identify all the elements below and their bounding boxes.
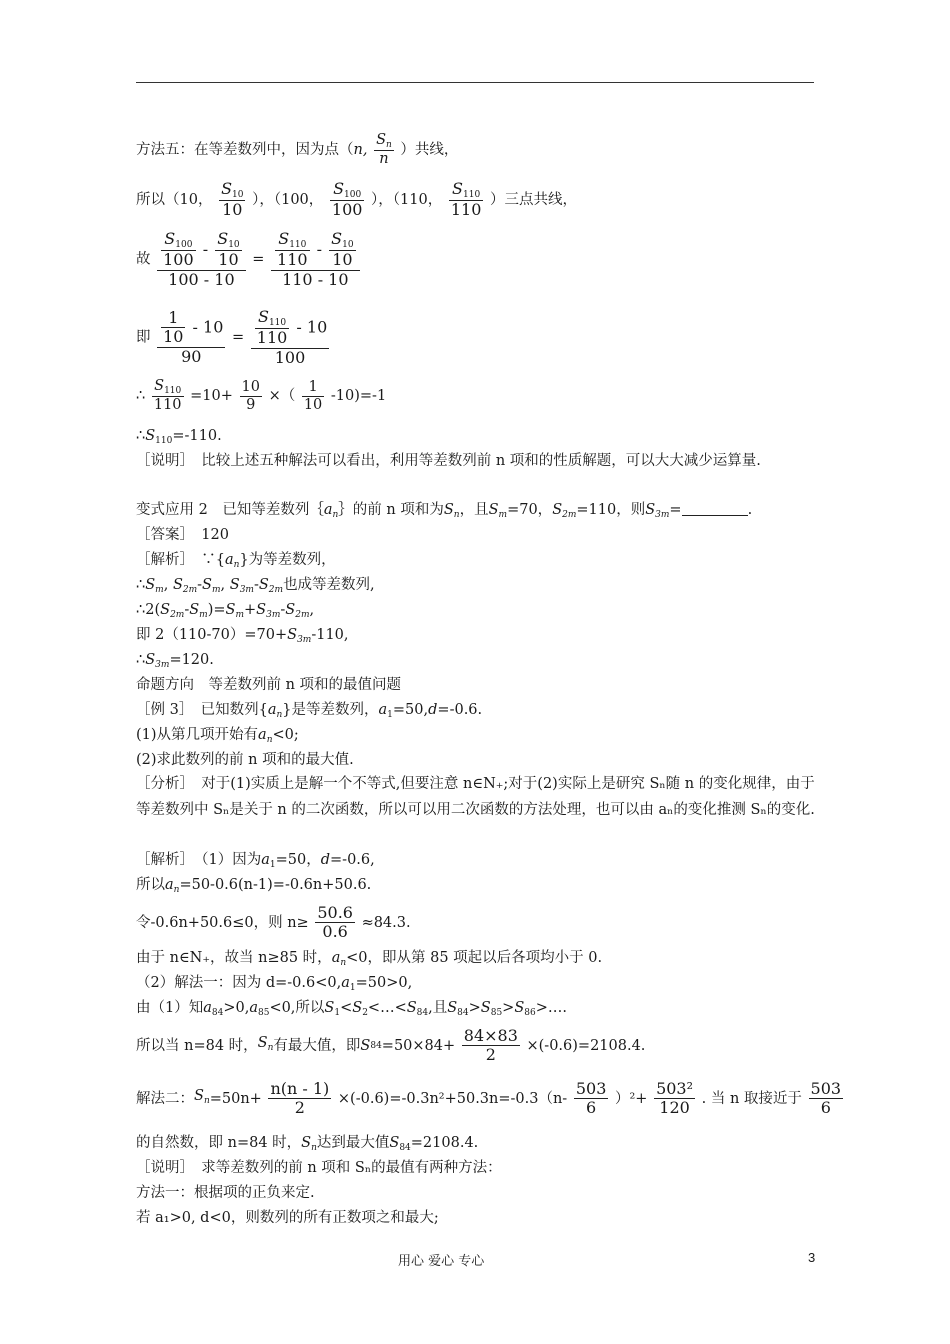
topic-heading: 命题方向 等差数列前 n 项和的最值问题 [136, 677, 402, 693]
note1: ［说明］ 比较上述五种解法可以看出，利用等差数列前 n 项和的性质解题，可以大大减少运算量. [136, 453, 761, 469]
example3-head: ［例 3］ 已知数列$\{a_n\}$是等差数列，$a_1=50,d=-0.6$. [136, 702, 483, 720]
last-line: 若 a₁>0, d<0，则数列的所有正数项之和最大; [136, 1210, 439, 1226]
analysis2: ［分析］ 对于(1)实质上是解一个不等式,但要注意 n∈N₊;对于(2)实际上是研究 Sₙ随 n 的变化规律，由于等差数列中 Sₙ是关于 n 的二次函数，所以可以用二次函数的方法处理，也可以由 aₙ的变化推测 Sₙ的变化. [136, 776, 815, 818]
analysis-line3: $\therefore 2(S_{2m}-S_m)=S_m+S_{3m}-S_{2m}$, [136, 602, 315, 620]
variant2: 变式应用 2 已知等差数列$\{a_n\}$的前 n 项和为$S_n$，且$S_m=70$，$S_{2m}=110$，则$S_{3m}=$ . [136, 502, 753, 520]
equation-gu: 故 $\frac{S_{100}}{100}$ - $\frac{S_{10}}{10}$ 100 - 10 = $\frac{S_{110}}{110}$ - $\frac{S_{10}}{10}$ 110 - 10 [136, 230, 362, 289]
page-number: 3 [808, 1250, 816, 1265]
example3-q2: (2)求此数列的前 n 项和的最大值. [136, 752, 354, 768]
analysis-line5: $\therefore S_{3m}=120$. [136, 652, 214, 670]
therefore-line2: $\therefore S_{110}=-110$. [136, 428, 222, 446]
solution-s3: 令-0.6n+50.6≤0，则 n≥ $\frac{50.6}{0.6}$ ≈84.3. [136, 903, 411, 942]
example3-q1: (1)从第几项开始有$a_n<0$; [136, 727, 299, 745]
solution-s5: （2）解法一：因为 $d=-0.6<0,a_1=50>0$, [136, 975, 413, 993]
complex-fraction-right: $\frac{S_{110}}{110}$ - $\frac{S_{10}}{10}$ 110 - 10 [271, 230, 360, 289]
solution-s1: ［解析］ （1）因为$a_1=50$，d=-0.6, [136, 852, 375, 870]
complex-fraction-left: $\frac{S_{100}}{100}$ - $\frac{S_{10}}{10}$ 100 - 10 [157, 230, 246, 289]
header-rule [136, 82, 814, 83]
method5-line2: 所以（10， $\frac{S_{10}}{10}$ ），（100， $\frac{S_{100}}{100}$ ），（110， $\frac{S_{110}}{110}$ ）三点共线， [136, 179, 577, 220]
analysis-line4: 即 $2(110-70)=70+S_{3m}-110$, [136, 627, 349, 645]
method5-line1: 方法五：在等差数列中，因为点（n, $\frac{S_n}{n}$ ）共线， [136, 132, 459, 168]
note2: ［说明］ 求等差数列的前 n 项和 Sₙ的最值有两种方法： [136, 1160, 502, 1176]
footer-motto: 用心 爱心 专心 [398, 1254, 485, 1269]
analysis-line2: $\therefore S_m$, $S_{2m}-S_m$, $S_{3m}-S_{2m}$也成等差数列, [136, 577, 375, 595]
solution-s9: 的自然数，即 n=84 时，$S_n$达到最大值$S_{84}=2108.4$. [136, 1135, 479, 1153]
solution-s7: 所以当 n=84 时，$S_n$有最大值，即S84=50×84+ $\frac{84\times 83}{2}$ ×(-0.6)=2108.4. [136, 1026, 646, 1065]
answer-blank [682, 501, 748, 516]
analysis-line1: ［解析］ $\because\{a_n\}$为等差数列， [136, 552, 336, 570]
solution-s8: 解法二：$S_n=50n+$ $\frac{n(n - 1)}{2}$ ×(-0.6)=-0.3n²+50.3n=-0.3（n- $\frac{503}{6}$ ）²+ $\frac{\text{503²}}{120}$ . 当 n 取接近于 $\frac{503}{6}$ [136, 1079, 842, 1118]
solution-s6: 由（1）知$a_{84}>0,a_{85}<0$,所以$S_1<S_2<\dots<S_{84}$,且$S_{84}>S_{85}>S_{86}>\dots$. [136, 1000, 567, 1018]
equation-ji: 即 $\frac{1}{10}$ - 10 90 = $\frac{S_{110}}{110}$ - 10 100 [136, 307, 328, 367]
solution-s2: 所以$a_n=50-0.6(n-1)=-0.6n+50.6$. [136, 877, 372, 895]
therefore-line1: ∴ $\frac{S_{110}}{110}$ =10+ $\frac{10}{9}$ ×（ $\frac{1}{10}$ -10)=-1 [136, 378, 387, 414]
answer: ［答案］ 120 [136, 527, 229, 543]
solution-s4: 由于 n∈N₊，故当 n≥85 时，$a_n<0$，即从第 85 项起以后各项均小于 0. [136, 950, 603, 968]
fraction-sn-over-n: $\frac{S_n}{n}$ [376, 132, 392, 168]
method1: 方法一：根据项的正负来定. [136, 1185, 315, 1201]
